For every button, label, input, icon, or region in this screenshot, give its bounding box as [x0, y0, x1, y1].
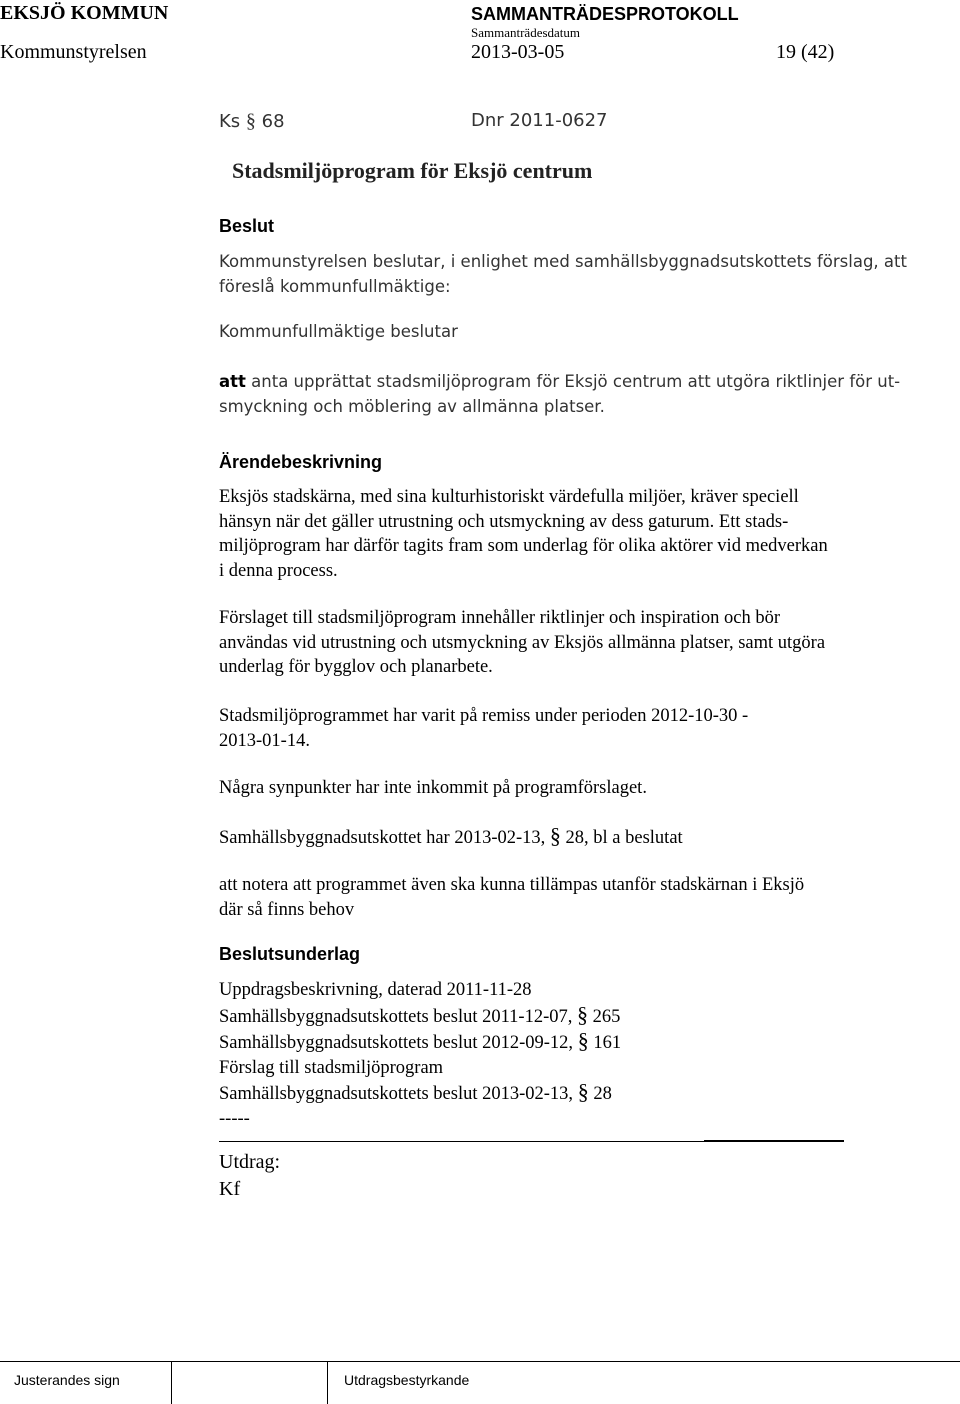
paragraph-line: Eksjös stadskärna, med sina kulturhistoriskt värdefulla miljöer, kräver speciell	[219, 487, 799, 507]
underlag-item-text: 265	[588, 1006, 621, 1027]
att-clause-text: anta upprättat stadsmiljöprogram för Eksjö centrum att utgöra riktlinjer för ut-	[245, 372, 901, 391]
paragraph-line: att notera att programmet även ska kunna tillämpas utanför stadskärnan i Eksjö	[219, 875, 805, 895]
arende-paragraph-5	[219, 824, 919, 851]
att-keyword: att	[219, 372, 246, 391]
arende-paragraph-4: Några synpunkter har inte inkommit på programförslaget.	[219, 778, 647, 798]
section-symbol: §	[549, 823, 561, 848]
underlag-item	[219, 1080, 919, 1107]
paragraph-line: där så finns behov	[219, 899, 355, 920]
paragraph-line: i denna process.	[219, 560, 338, 581]
underlag-item-text: 161	[588, 1033, 622, 1053]
paragraph-line: 2013-01-14.	[219, 730, 310, 751]
paragraph-text: Samhällsbyggnadsutskottet har 2013-02-13,	[219, 828, 550, 848]
underlag-item	[219, 1003, 919, 1030]
section-symbol: §	[577, 1001, 588, 1027]
paragraph-line: miljöprogram har därför tagits fram som underlag för olika aktörer vid medverkan	[219, 536, 828, 556]
utdrag-recipient: Kf	[219, 1178, 241, 1200]
date-label: Sammanträdesdatum	[471, 25, 581, 40]
paragraph-line: användas vid utrustning och utsmyckning av Eksjös allmänna platser, samt utgöra	[219, 632, 826, 653]
paragraph-line: underlag för bygglov och planarbete.	[219, 657, 493, 677]
beslut-intro-line: föreslå kommunfullmäktige:	[219, 276, 451, 296]
beslut-intro-line: Kommunstyrelsen beslutar, i enlighet med samhällsbyggnadsutskottets förslag, att	[219, 252, 907, 271]
committee-name: Kommunstyrelsen	[0, 41, 147, 63]
beslutsunderlag-list	[219, 978, 919, 1131]
org-name: EKSJÖ KOMMUN	[0, 2, 169, 24]
underlag-item: Uppdragsbeskrivning, daterad 2011-11-28	[219, 980, 532, 1000]
att-clause-line	[219, 370, 919, 395]
section-symbol: §	[245, 110, 256, 132]
footer-divider-2	[327, 1361, 328, 1404]
arende-paragraph-6	[219, 873, 919, 922]
ks-prefix: Ks	[219, 111, 241, 132]
case-ks-reference	[219, 109, 285, 135]
arende-heading: Ärendebeskrivning	[219, 452, 383, 472]
underlag-item	[219, 1029, 919, 1056]
underlag-dashes: -----	[219, 1108, 250, 1129]
utdragsbestyrkande-label: Utdragsbestyrkande	[344, 1372, 470, 1388]
beslutsunderlag-heading: Beslutsunderlag	[219, 944, 361, 964]
underlag-item-text: Samhällsbyggnadsutskottets beslut 2013-02-13,	[219, 1084, 578, 1104]
ks-number: 68	[261, 111, 285, 132]
page-number: 19 (42)	[776, 41, 835, 63]
underlag-item-text: Samhällsbyggnadsutskottets beslut 2011-12-07,	[219, 1006, 577, 1027]
footer-top-rule	[0, 1361, 960, 1362]
section-symbol: §	[577, 1079, 589, 1104]
att-clause-line: smyckning och möblering av allmänna platser.	[219, 396, 605, 416]
beslut-intro	[219, 250, 919, 299]
section-symbol: §	[577, 1028, 589, 1053]
paragraph-text: 28, bl a beslutat	[560, 828, 683, 848]
utdrag-block	[219, 1149, 919, 1203]
footer-divider-1	[171, 1361, 172, 1404]
dnr-reference: Dnr 2011-0627	[471, 110, 608, 131]
paragraph-line: Stadsmiljöprogrammet har varit på remiss under perioden 2012-10-30 -	[219, 706, 749, 726]
kf-beslutar-line: Kommunfullmäktige beslutar	[219, 322, 458, 341]
utdrag-label: Utdrag:	[219, 1151, 281, 1173]
underlag-item-text: Samhällsbyggnadsutskottets beslut 2012-09-12,	[219, 1033, 578, 1053]
paragraph-line: Förslaget till stadsmiljöprogram innehåller riktlinjer och inspiration och bör	[219, 608, 781, 628]
underlag-item: Förslag till stadsmiljöprogram	[219, 1057, 444, 1078]
meeting-date: 2013-03-05	[471, 41, 565, 63]
document-type: SAMMANTRÄDESPROTOKOLL	[471, 4, 739, 24]
arende-paragraph-3	[219, 704, 919, 753]
arende-paragraph-1	[219, 485, 919, 583]
case-title: Stadsmiljöprogram för Eksjö centrum	[232, 158, 593, 183]
justerandes-sign-label: Justerandes sign	[14, 1372, 120, 1388]
paragraph-line: hänsyn när det gäller utrustning och utsmyckning av dess gaturum. Ett stads-	[219, 511, 789, 532]
beslut-heading: Beslut	[219, 216, 275, 236]
underlag-item-text: 28	[588, 1084, 612, 1104]
att-clause	[219, 370, 919, 419]
utdrag-separator-accent	[704, 1140, 844, 1142]
arende-paragraph-2	[219, 606, 919, 680]
